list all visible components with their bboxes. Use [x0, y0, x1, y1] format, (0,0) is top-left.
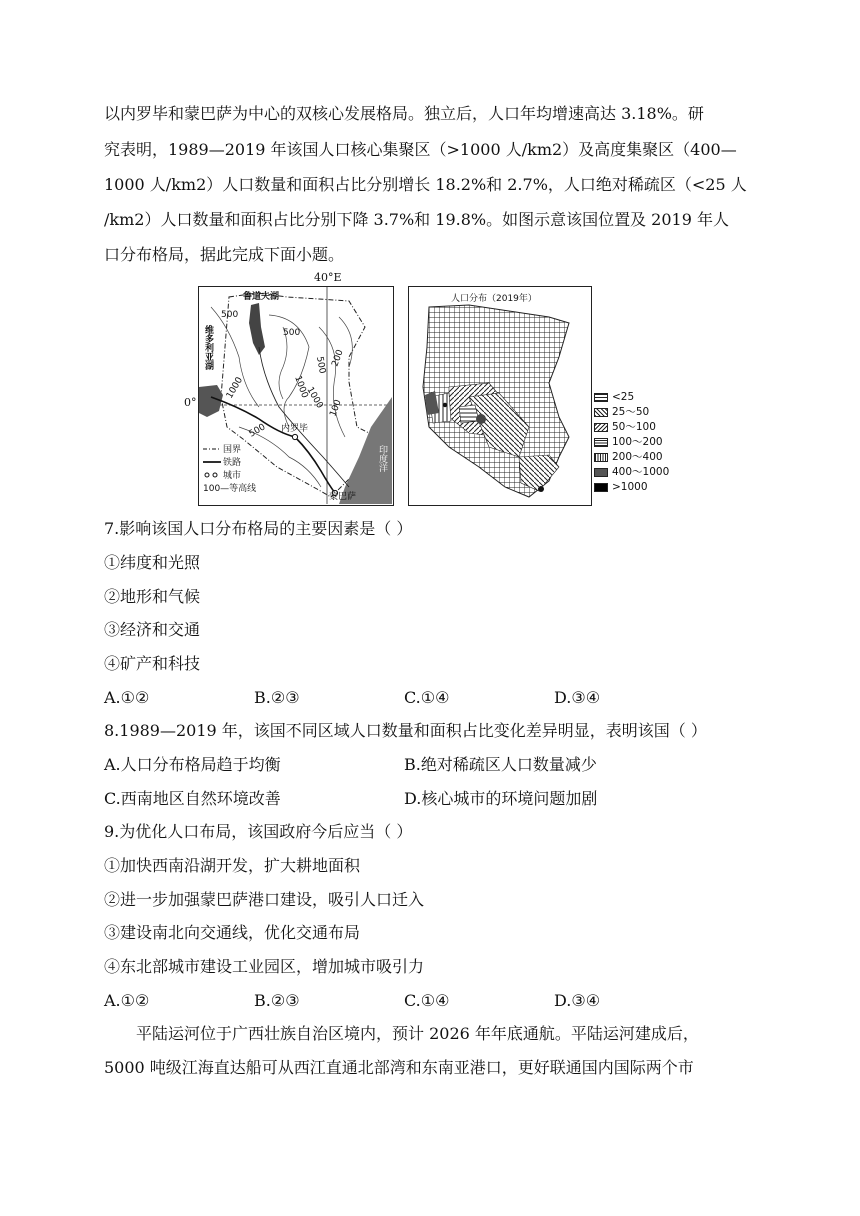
- q7-option-a[interactable]: A.①②: [104, 688, 150, 707]
- longitude-label: 40°E: [314, 271, 342, 284]
- q9-item-2: ②进一步加强蒙巴萨港口建设，吸引人口迁入: [104, 890, 425, 909]
- intro-line-2: 究表明，1989—2019 年该国人口核心集聚区（>1000 人/km2）及高度集聚区（400—: [104, 140, 737, 159]
- legend-label: >1000: [612, 481, 648, 493]
- legend-label: 25～50: [612, 406, 650, 418]
- q7-item-4: ④矿产和科技: [104, 654, 201, 673]
- intro-line-3: 1000 人/km2）人口数量和面积占比分别增长 18.2%和 2.7%，人口绝对稀疏区（<25 人: [104, 175, 747, 194]
- legend-item: [594, 420, 676, 435]
- legend-label: 200～400: [612, 451, 663, 463]
- ocean-label: 印度洋: [377, 445, 387, 472]
- legend-swatch: [594, 468, 608, 477]
- legend-swatch: [594, 453, 608, 462]
- passage-line-2: 5000 吨级江海直达船可从西江直通北部湾和东南亚港口，更好联通国内国际两个市: [104, 1058, 694, 1077]
- q7-option-c[interactable]: C.①④: [404, 688, 450, 707]
- legend-label: 400～1000: [612, 466, 670, 478]
- q7-item-1: ①纬度和光照: [104, 553, 201, 572]
- q9-option-c[interactable]: C.①④: [404, 991, 450, 1010]
- latitude-label: 0°: [184, 396, 197, 409]
- population-map-title: 人口分布（2019年）: [451, 294, 537, 304]
- q7-option-d[interactable]: D.③④: [554, 688, 601, 707]
- contour-label: 1000: [224, 375, 246, 401]
- legend-city: 城市: [223, 471, 242, 481]
- contour-label: 100: [328, 398, 344, 419]
- map-figure: [184, 271, 676, 506]
- legend-swatch: [594, 438, 608, 447]
- terrain-map: [198, 286, 394, 506]
- q7-stem: 7.影响该国人口分布格局的主要因素是（ ）: [104, 519, 413, 538]
- legend-border: 国界: [223, 445, 242, 455]
- legend-label: 100～200: [612, 436, 663, 448]
- q8-stem: 8.1989—2019 年，该国不同区域人口数量和面积占比变化差异明显，表明该国（ ）: [104, 721, 707, 740]
- q7-item-2: ②地形和气候: [104, 587, 201, 606]
- contour-label: 1000: [292, 374, 310, 400]
- q8-option-b[interactable]: B.绝对稀疏区人口数量减少: [404, 755, 597, 774]
- mombasa-label: 蒙巴萨: [329, 492, 357, 502]
- q9-option-d[interactable]: D.③④: [554, 991, 601, 1010]
- lake-north-label: 鲁道夫湖: [243, 292, 280, 302]
- population-map: [408, 286, 592, 506]
- legend-item: [594, 435, 676, 450]
- intro-line-5: 口分布格局，据此完成下面小题。: [104, 245, 345, 264]
- intro-line-4: /km2）人口数量和面积占比分别下降 3.7%和 19.8%。如图示意该国位置及 2019 年人: [104, 210, 729, 229]
- q7-item-3: ③经济和交通: [104, 620, 201, 639]
- q9-item-4: ④东北部城市建设工业园区，增加城市吸引力: [104, 957, 425, 976]
- q9-item-3: ③建设南北向交通线，优化交通布局: [104, 923, 361, 942]
- q9-stem: 9.为优化人口布局，该国政府今后应当（ ）: [104, 822, 413, 841]
- legend-item: [594, 390, 676, 405]
- intro-line-1: 以内罗毕和蒙巴萨为中心的双核心发展格局。独立后，人口年均增速高达 3.18%。研: [104, 104, 704, 123]
- legend-item: [594, 450, 676, 465]
- q7-option-b[interactable]: B.②③: [254, 688, 300, 707]
- legend-item: [594, 405, 676, 420]
- nairobi-label: 内罗毕: [281, 424, 309, 434]
- legend-contour: 100—等高线: [203, 484, 257, 494]
- contour-label: 500: [283, 328, 301, 338]
- legend-swatch: [594, 408, 608, 417]
- population-legend: [594, 390, 676, 495]
- q8-option-a[interactable]: A.人口分布格局趋于均衡: [104, 755, 281, 774]
- contour-label: 500: [247, 422, 268, 440]
- q9-option-b[interactable]: B.②③: [254, 991, 300, 1010]
- legend-label: 50～100: [612, 421, 656, 433]
- contour-label: 500: [221, 310, 239, 320]
- legend-railway: 铁路: [223, 458, 242, 468]
- lake-west-label: 维多利亚湖: [203, 325, 213, 370]
- q8-option-c[interactable]: C.西南地区自然环境改善: [104, 789, 281, 808]
- contour-label: 200: [330, 348, 346, 369]
- passage-line-1: 平陆运河位于广西壮族自治区境内，预计 2026 年年底通航。平陆运河建成后，: [136, 1024, 699, 1043]
- population-map-drawing: [409, 287, 590, 504]
- contour-label: 1000: [304, 385, 325, 411]
- legend-label: <25: [612, 391, 635, 403]
- q8-option-d[interactable]: D.核心城市的环境问题加剧: [404, 789, 598, 808]
- legend-swatch: [594, 483, 608, 492]
- terrain-map-drawing: [199, 287, 392, 504]
- legend-swatch: [594, 393, 608, 402]
- q9-option-a[interactable]: A.①②: [104, 991, 150, 1010]
- contour-label: 500: [314, 355, 327, 375]
- q9-item-1: ①加快西南沿湖开发，扩大耕地面积: [104, 856, 361, 875]
- legend-item: [594, 480, 676, 495]
- legend-swatch: [594, 423, 608, 432]
- legend-item: [594, 465, 676, 480]
